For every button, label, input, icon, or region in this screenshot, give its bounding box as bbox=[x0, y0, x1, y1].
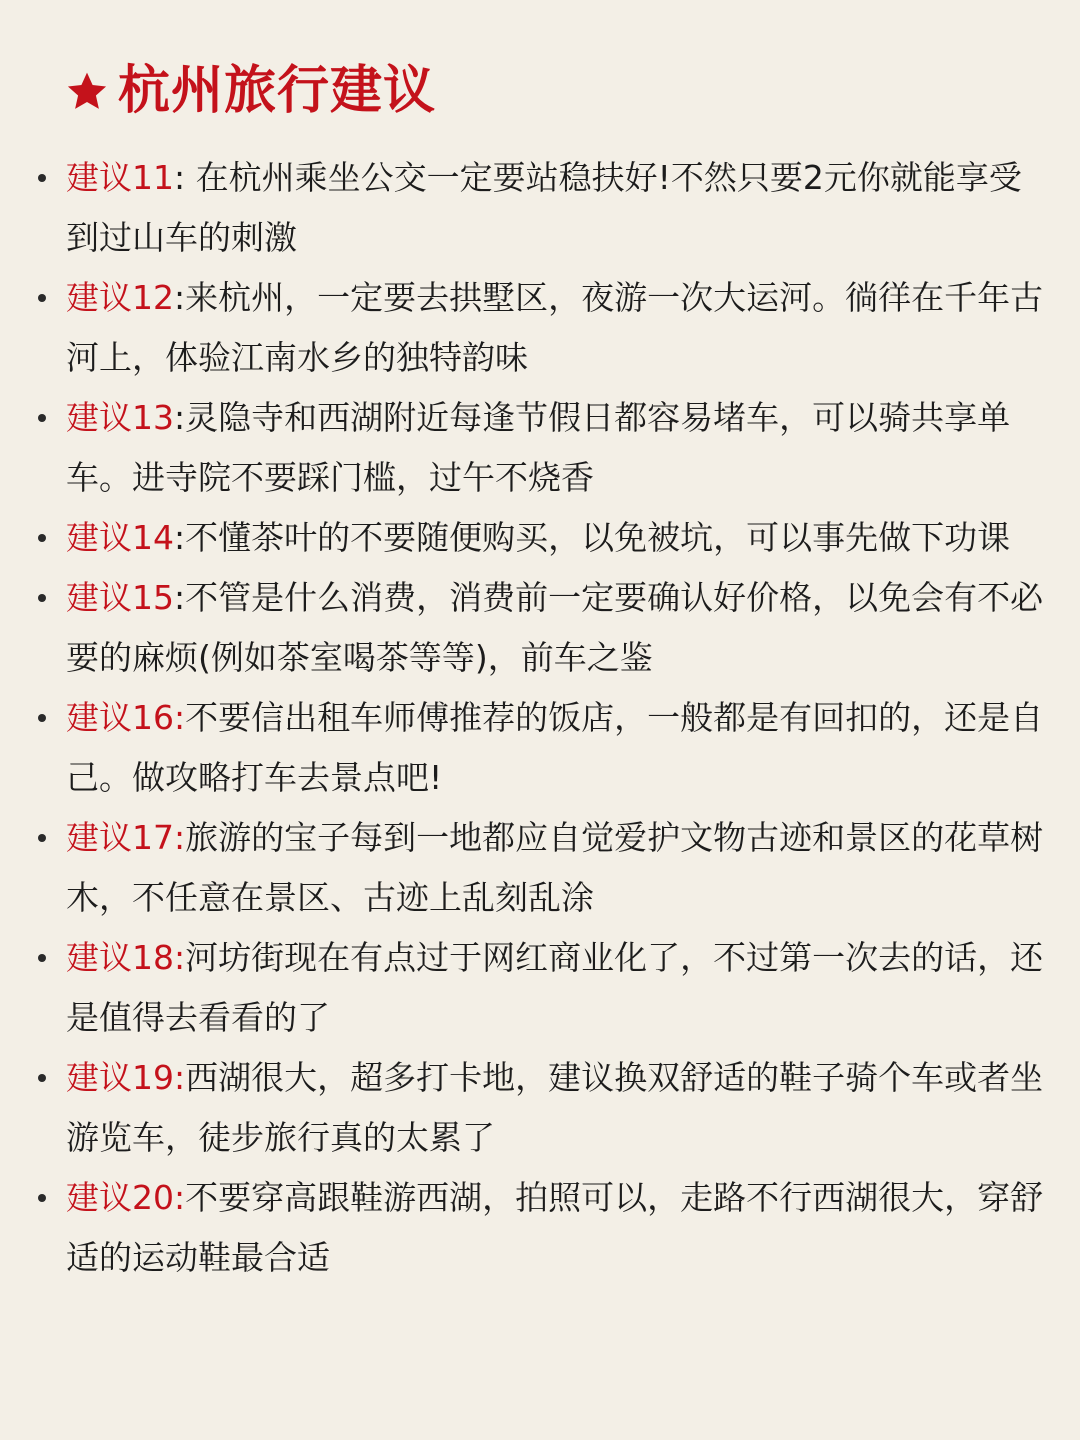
page-title: 杭州旅行建议 bbox=[118, 61, 437, 121]
tip-label: 建议11 bbox=[66, 158, 174, 197]
bullet-icon bbox=[38, 1074, 46, 1082]
tip-label: 建议18: bbox=[66, 938, 186, 977]
bullet-icon bbox=[38, 834, 46, 842]
tip-label: 建议17: bbox=[66, 818, 186, 857]
tip-label: 建议14 bbox=[66, 518, 174, 557]
bullet-icon bbox=[38, 954, 46, 962]
tip-text: : 在杭州乘坐公交一定要站稳扶好!不然只要2元你就能享受到过山车的刺激 bbox=[66, 158, 1022, 257]
tip-item bbox=[34, 388, 1046, 508]
tip-text: 不要穿高跟鞋游西湖，拍照可以，走路不行西湖很大，穿舒适的运动鞋最合适 bbox=[66, 1178, 1044, 1277]
tip-label: 建议20: bbox=[66, 1178, 186, 1217]
tip-item bbox=[34, 688, 1046, 808]
tip-text: :灵隐寺和西湖附近每逢节假日都容易堵车，可以骑共享单车。进寺院不要踩门槛，过午不烧香 bbox=[66, 398, 1011, 497]
tip-label: 建议19: bbox=[66, 1058, 186, 1097]
tip-text: 西湖很大，超多打卡地，建议换双舒适的鞋子骑个车或者坐游览车，徒步旅行真的太累了 bbox=[66, 1058, 1044, 1157]
tip-item bbox=[34, 1048, 1046, 1168]
tip-text: :不管是什么消费，消费前一定要确认好价格，以免会有不必要的麻烦(例如茶室喝茶等等)，前车之鉴 bbox=[66, 578, 1044, 677]
tip-item bbox=[34, 808, 1046, 928]
tip-label: 建议13 bbox=[66, 398, 174, 437]
tip-text: :来杭州，一定要去拱墅区，夜游一次大运河。徜徉在千年古河上，体验江南水乡的独特韵味 bbox=[66, 278, 1044, 377]
tip-item bbox=[34, 1168, 1046, 1288]
tip-label: 建议12 bbox=[66, 278, 174, 317]
tip-text: 旅游的宝子每到一地都应自觉爱护文物古迹和景区的花草树木，不任意在景区、古迹上乱刻乱涂 bbox=[66, 818, 1044, 917]
tip-item bbox=[34, 568, 1046, 688]
star-icon bbox=[66, 70, 108, 112]
tips-list bbox=[34, 148, 1046, 1288]
tip-label: 建议15 bbox=[66, 578, 174, 617]
tip-item bbox=[34, 148, 1046, 268]
tip-item bbox=[34, 928, 1046, 1048]
bullet-icon bbox=[38, 594, 46, 602]
tip-item bbox=[34, 268, 1046, 388]
tip-item bbox=[34, 508, 1046, 568]
bullet-icon bbox=[38, 294, 46, 302]
tip-text: 不要信出租车师傅推荐的饭店，一般都是有回扣的，还是自己。做攻略打车去景点吧! bbox=[66, 698, 1044, 797]
tip-text: 河坊街现在有点过于网红商业化了，不过第一次去的话，还是值得去看看的了 bbox=[66, 938, 1044, 1037]
bullet-icon bbox=[38, 714, 46, 722]
bullet-icon bbox=[38, 1194, 46, 1202]
bullet-icon bbox=[38, 174, 46, 182]
bullet-icon bbox=[38, 534, 46, 542]
bullet-icon bbox=[38, 414, 46, 422]
tip-text: :不懂茶叶的不要随便购买，以免被坑，可以事先做下功课 bbox=[174, 518, 1011, 557]
tip-label: 建议16: bbox=[66, 698, 186, 737]
header bbox=[66, 56, 436, 126]
